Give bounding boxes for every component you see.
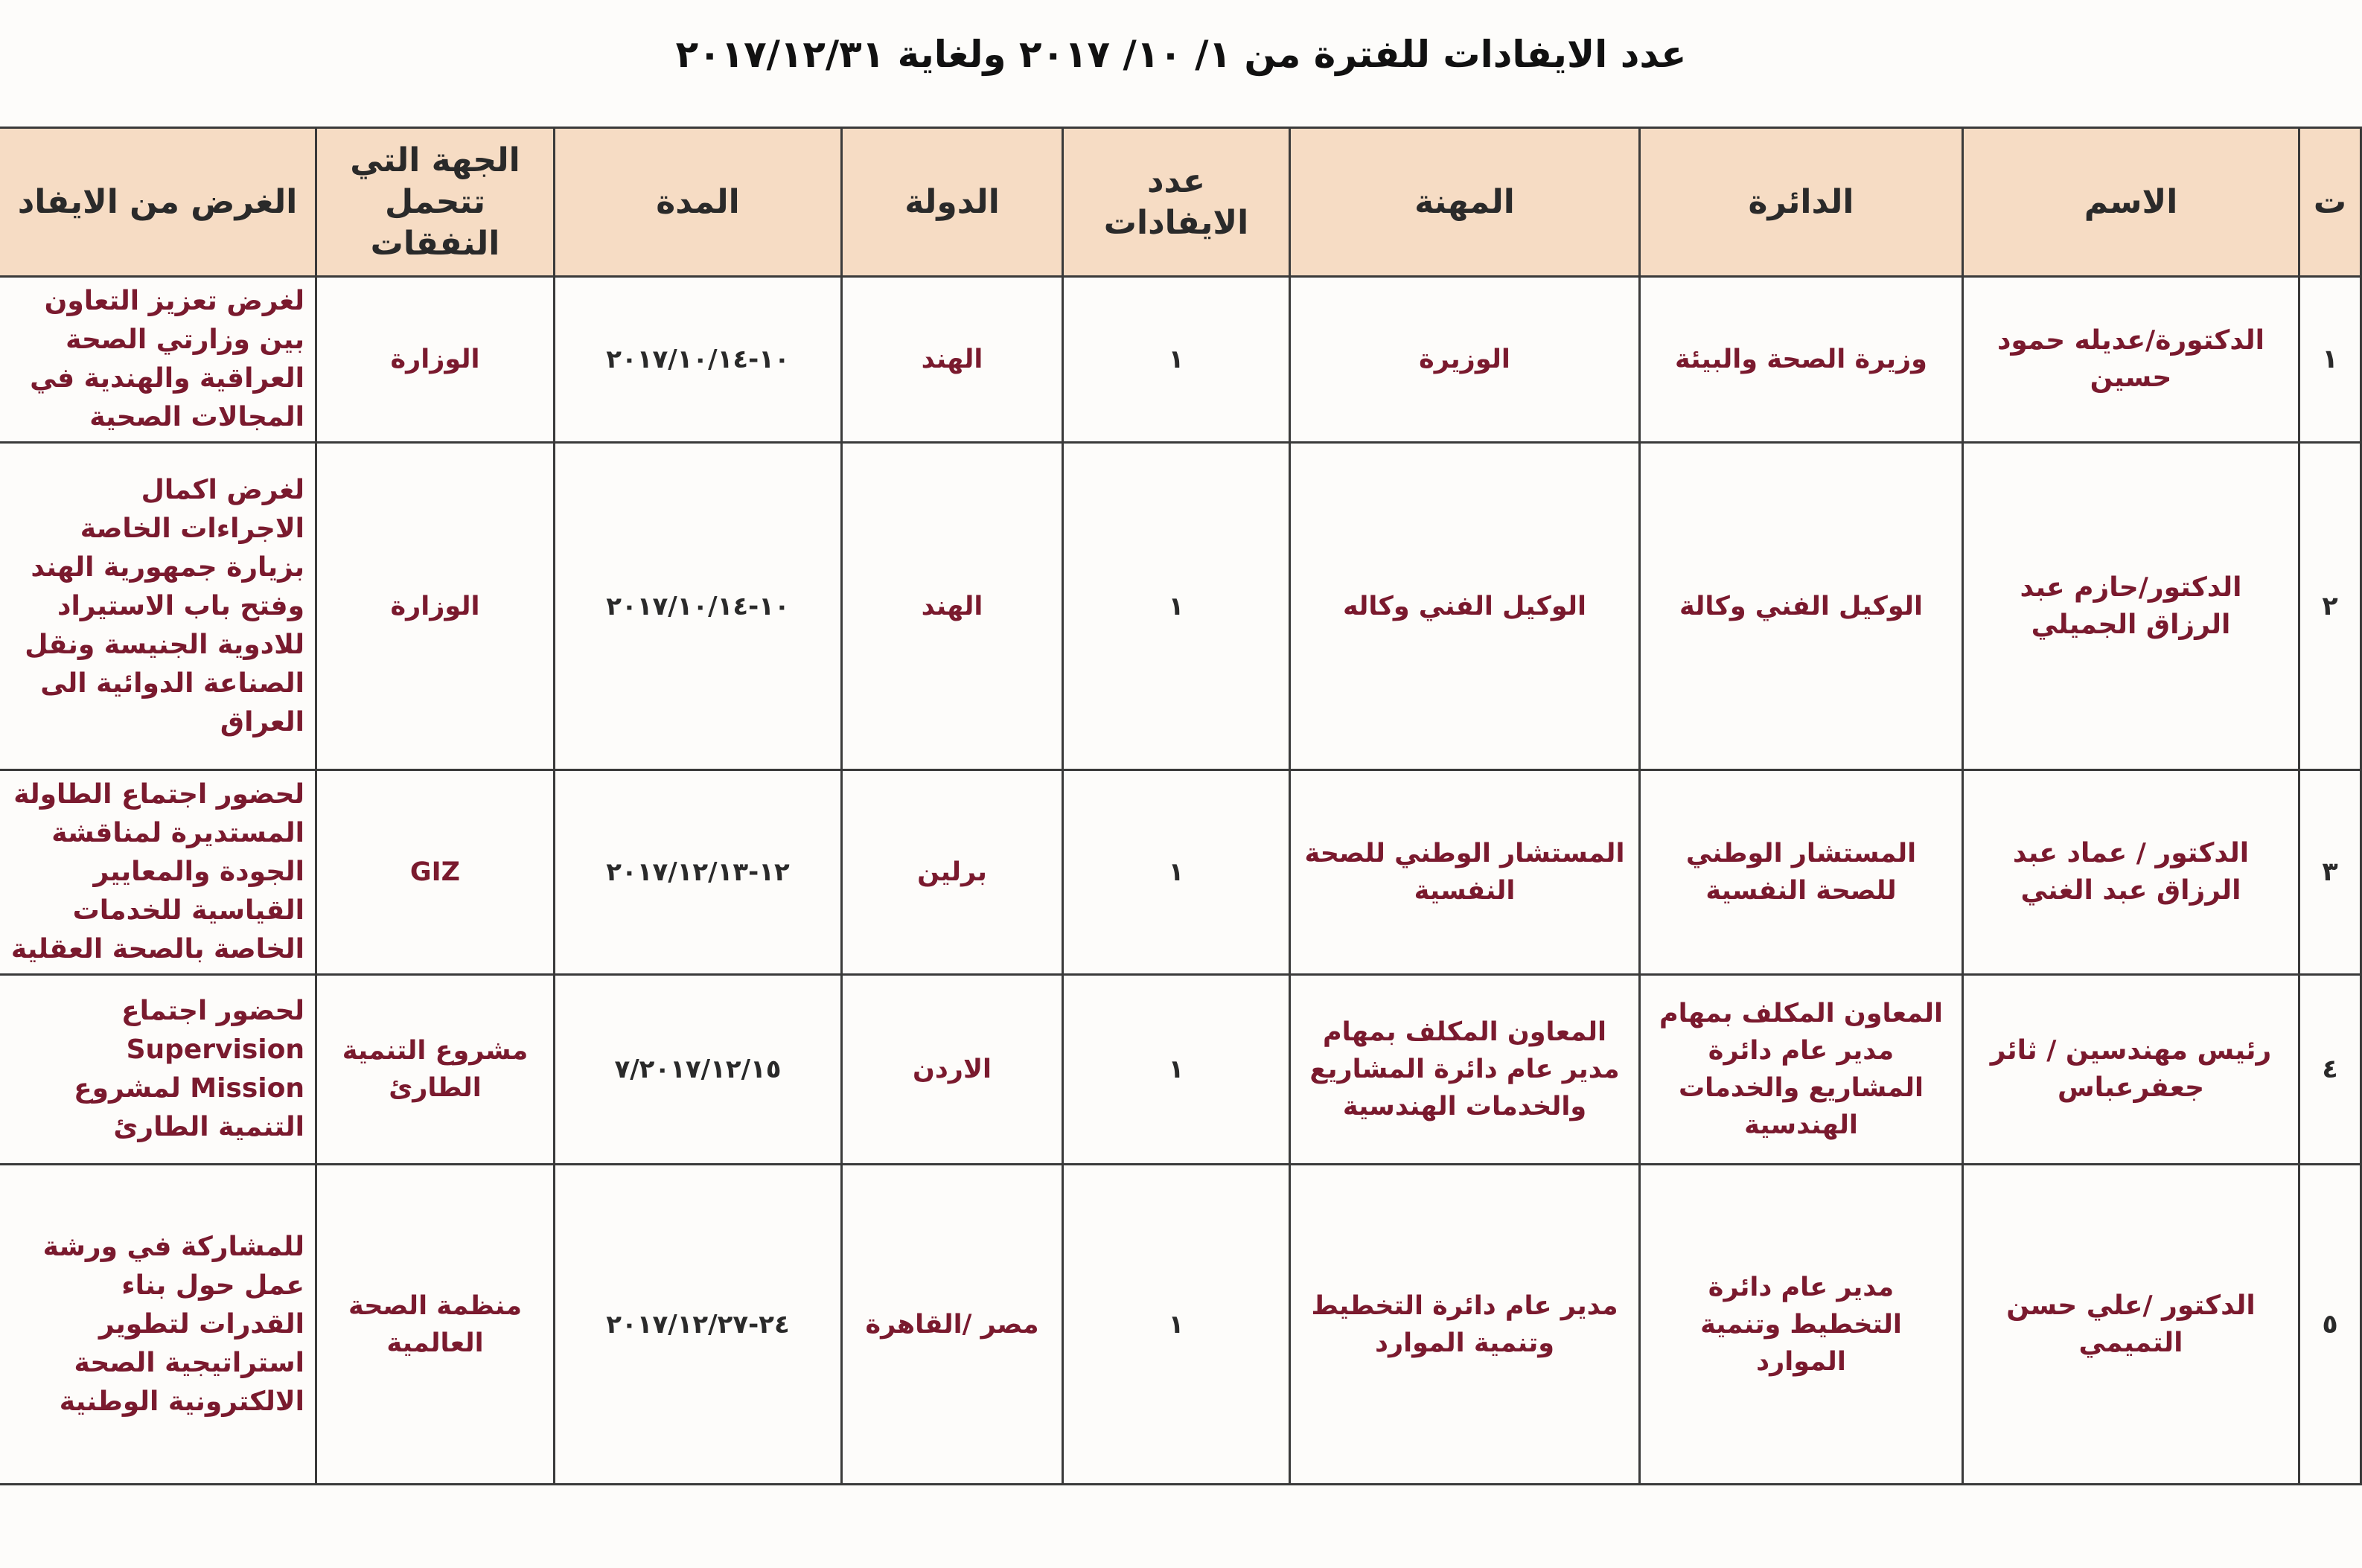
cell-country: الهند — [842, 277, 1063, 443]
cell-name: الدكتور /علي حسن التميمي — [1963, 1165, 2299, 1485]
header-row — [0, 128, 2361, 277]
page-title: عدد الايفادات للفترة من ١/ ١٠/ ٢٠١٧ ولغاية ٢٠١٧/١٢/٣١ — [675, 33, 1687, 76]
cell-profession: المستشار الوطني للصحة النفسية — [1290, 770, 1640, 975]
cell-name: الدكتور/حازم عبد الرزاق الجميلي — [1963, 443, 2299, 770]
cell-period: ١٢-٢٠١٧/١٢/١٣ — [555, 770, 842, 975]
header-period: المدة — [555, 128, 842, 277]
header-department: الدائرة — [1640, 128, 1963, 277]
cell-department: مدير عام دائرة التخطيط وتنمية الموارد — [1640, 1165, 1963, 1485]
cell-index: ٥ — [2299, 1165, 2361, 1485]
cell-count: ١ — [1063, 1165, 1290, 1485]
cell-count: ١ — [1063, 975, 1290, 1165]
header-purpose: الغرض من الايفاد — [0, 128, 316, 277]
cell-period: ١٠-٢٠١٧/١٠/١٤ — [555, 277, 842, 443]
cell-country: مصر /القاهرة — [842, 1165, 1063, 1485]
table-row — [0, 770, 2361, 975]
cell-name: الدكتورة/عديله حمود حسين — [1963, 277, 2299, 443]
cell-index: ٤ — [2299, 975, 2361, 1165]
table-row — [0, 443, 2361, 770]
cell-purpose: لحضور اجتماع الطاولة المستديرة لمناقشة الجودة والمعايير القياسية للخدمات الخاصة بالصحة العقلية — [0, 770, 316, 975]
cell-sponsor: GIZ — [316, 770, 555, 975]
cell-profession: الوكيل الفني وكاله — [1290, 443, 1640, 770]
cell-sponsor: منظمة الصحة العالمية — [316, 1165, 555, 1485]
cell-purpose: لحضور اجتماع Supervision Mission لمشروع التنمية الطارئ — [0, 975, 316, 1165]
cell-name: رئيس مهندسين / ثائر جعفرعباس — [1963, 975, 2299, 1165]
header-profession: المهنة — [1290, 128, 1640, 277]
cell-period: ٢٤-٢٠١٧/١٢/٢٧ — [555, 1165, 842, 1485]
cell-department: وزيرة الصحة والبيئة — [1640, 277, 1963, 443]
table-row — [0, 277, 2361, 443]
cell-department: المستشار الوطني للصحة النفسية — [1640, 770, 1963, 975]
cell-profession: مدير عام دائرة التخطيط وتنمية الموارد — [1290, 1165, 1640, 1485]
cell-country: الهند — [842, 443, 1063, 770]
cell-purpose: لغرض تعزيز التعاون بين وزارتي الصحة العراقية والهندية في المجالات الصحية — [0, 277, 316, 443]
header-country: الدولة — [842, 128, 1063, 277]
cell-country: الاردن — [842, 975, 1063, 1165]
cell-index: ١ — [2299, 277, 2361, 443]
header-sponsor: الجهة التي تتحمل النفقات — [316, 128, 555, 277]
cell-count: ١ — [1063, 443, 1290, 770]
cell-department: الوكيل الفني وكالة — [1640, 443, 1963, 770]
cell-sponsor: مشروع التنمية الطارئ — [316, 975, 555, 1165]
cell-purpose: لغرض اكمال الاجراءات الخاصة بزيارة جمهورية الهند وفتح باب الاستيراد للادوية الجنيسة ونقل الصناعة الدوائية الى العراق — [0, 443, 316, 770]
cell-department: المعاون المكلف بمهام مدير عام دائرة المشاريع والخدمات الهندسية — [1640, 975, 1963, 1165]
cell-country: برلين — [842, 770, 1063, 975]
header-count: عدد الايفادات — [1063, 128, 1290, 277]
cell-index: ٢ — [2299, 443, 2361, 770]
cell-name: الدكتور / عماد عبد الرزاق عبد الغني — [1963, 770, 2299, 975]
header-name: الاسم — [1963, 128, 2299, 277]
header-index: ت — [2299, 128, 2361, 277]
cell-period: ١٠-٢٠١٧/١٠/١٤ — [555, 443, 842, 770]
table-row — [0, 975, 2361, 1165]
cell-period: ٧/٢٠١٧/١٢/١٥ — [555, 975, 842, 1165]
cell-purpose: للمشاركة في ورشة عمل حول بناء القدرات لتطوير استراتيجية الصحة الالكترونية الوطنية — [0, 1165, 316, 1485]
cell-sponsor: الوزارة — [316, 277, 555, 443]
cell-profession: الوزيرة — [1290, 277, 1640, 443]
cell-count: ١ — [1063, 277, 1290, 443]
cell-profession: المعاون المكلف بمهام مدير عام دائرة المشاريع والخدمات الهندسية — [1290, 975, 1640, 1165]
cell-count: ١ — [1063, 770, 1290, 975]
table-row — [0, 1165, 2361, 1485]
missions-table — [0, 127, 2362, 1485]
cell-index: ٣ — [2299, 770, 2361, 975]
cell-sponsor: الوزارة — [316, 443, 555, 770]
